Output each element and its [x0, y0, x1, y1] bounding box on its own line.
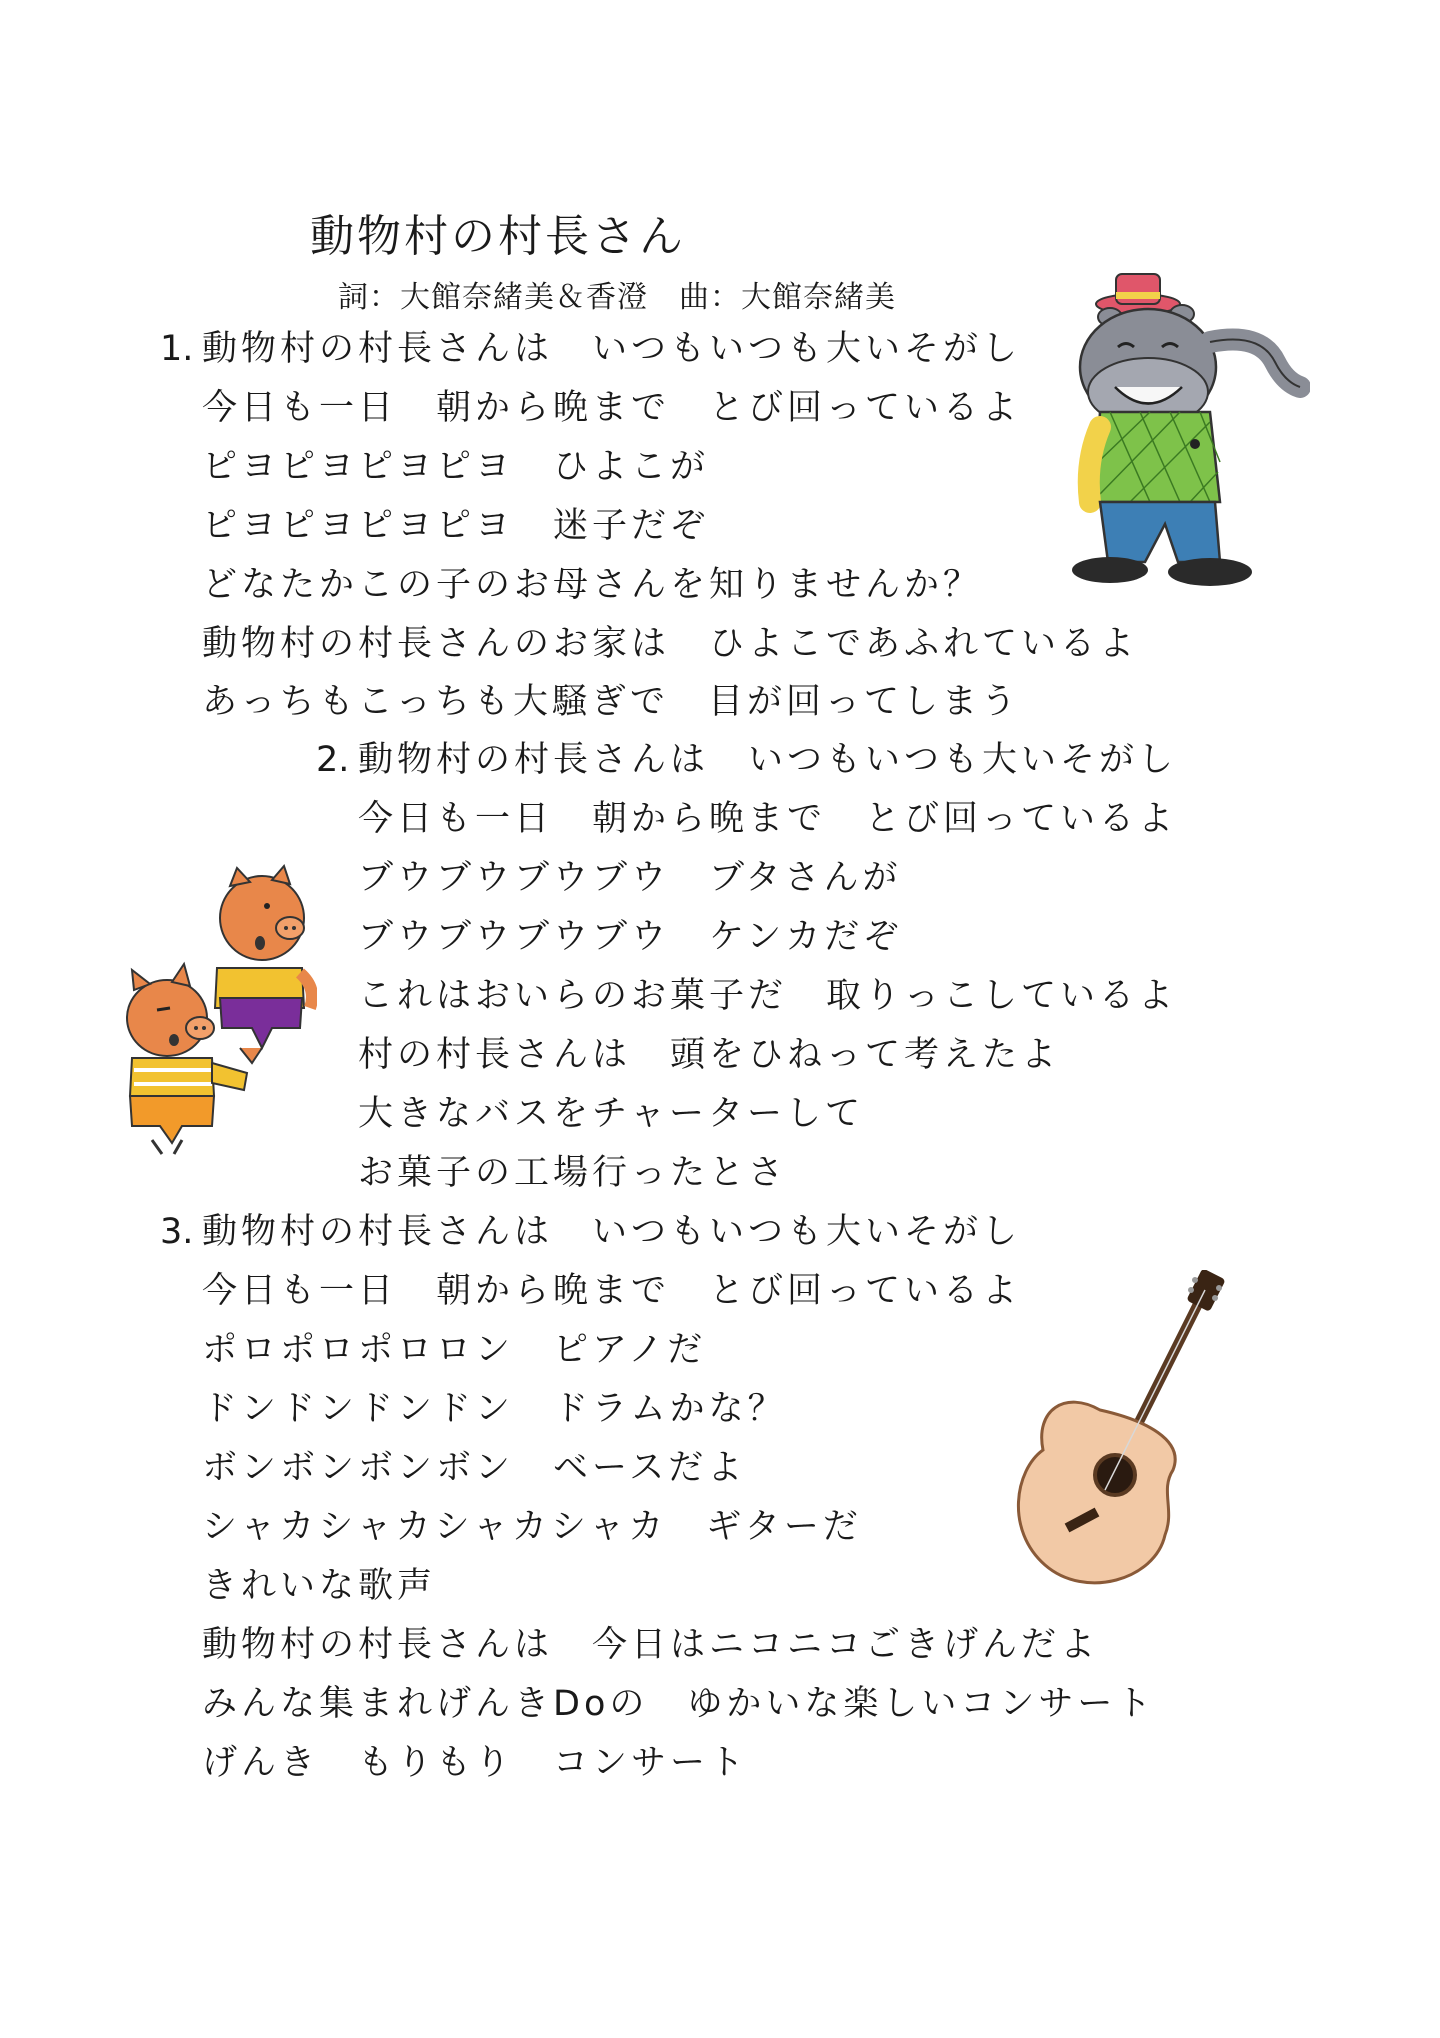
lyric-line: げんき もりもり コンサート	[202, 1743, 749, 1783]
lyric-line: 村の村長さんは 頭をひねって考えたよ	[358, 1035, 1061, 1075]
verse-2-number: 2.	[316, 740, 350, 780]
lyric-line: あっちもこっちも大騒ぎで 目が回ってしまう	[202, 682, 1020, 722]
lyric-line: これはおいらのお菓子だ 取りっこしているよ	[358, 976, 1178, 1016]
lyric-line: きれいな歌声	[202, 1566, 437, 1606]
verse-3-line	[160, 1212, 1022, 1252]
lyric-line: お菓子の工場行ったとさ	[358, 1153, 788, 1193]
verse-1-number: 1.	[160, 329, 194, 369]
lyric-line: ポロポロポロロン ピアノだ	[202, 1330, 707, 1370]
acoustic-guitar-illustration	[1005, 1270, 1235, 1600]
lyric-line: ドンドンドンドン ドラムかな？	[202, 1389, 787, 1429]
lyric-line: 大きなバスをチャーターして	[358, 1094, 864, 1134]
lyric-line: ブウブウブウブウ ブタさんが	[358, 858, 902, 898]
lyric-line: 動物村の村長さんは いつもいつも大いそがし	[358, 740, 1178, 780]
lyric-line: 動物村の村長さんは いつもいつも大いそがし	[202, 329, 1022, 369]
verse-1-line	[160, 329, 1022, 369]
lyric-line: どなたかこの子のお母さんを知りませんか？	[202, 565, 983, 605]
verse-3-number: 3.	[160, 1212, 194, 1252]
lyric-line: 動物村の村長さんのお家は ひよこであふれているよ	[202, 624, 1139, 664]
lyric-line: 今日も一日 朝から晩まで とび回っているよ	[202, 388, 1022, 428]
lyric-line: シャカシャカシャカシャカ ギターだ	[202, 1507, 862, 1547]
lyric-line: ボンボンボンボン ベースだよ	[202, 1448, 747, 1488]
song-credits: 詞：大館奈緒美＆香澄 曲：大館奈緒美	[338, 280, 896, 315]
lyric-line: ブウブウブウブウ ケンカだぞ	[358, 917, 903, 957]
lyric-line: 動物村の村長さんは いつもいつも大いそがし	[202, 1212, 1022, 1252]
verse-2-line	[316, 740, 1178, 780]
lyric-line: 動物村の村長さんは 今日はニコニコごきげんだよ	[202, 1625, 1100, 1665]
lyric-line: ピヨピヨピヨピヨ ひよこが	[202, 447, 710, 487]
lyric-line: ピヨピヨピヨピヨ 迷子だぞ	[202, 506, 710, 546]
lyric-line: 今日も一日 朝から晩まで とび回っているよ	[202, 1271, 1022, 1311]
lyric-line: 今日も一日 朝から晩まで とび回っているよ	[358, 799, 1178, 839]
hippo-mayor-illustration	[1060, 262, 1310, 607]
two-pigs-illustration	[112, 858, 317, 1158]
song-title: 動物村の村長さん	[310, 211, 686, 262]
lyric-line: みんな集まれげんきDoの ゆかいな楽しいコンサート	[202, 1684, 1156, 1724]
